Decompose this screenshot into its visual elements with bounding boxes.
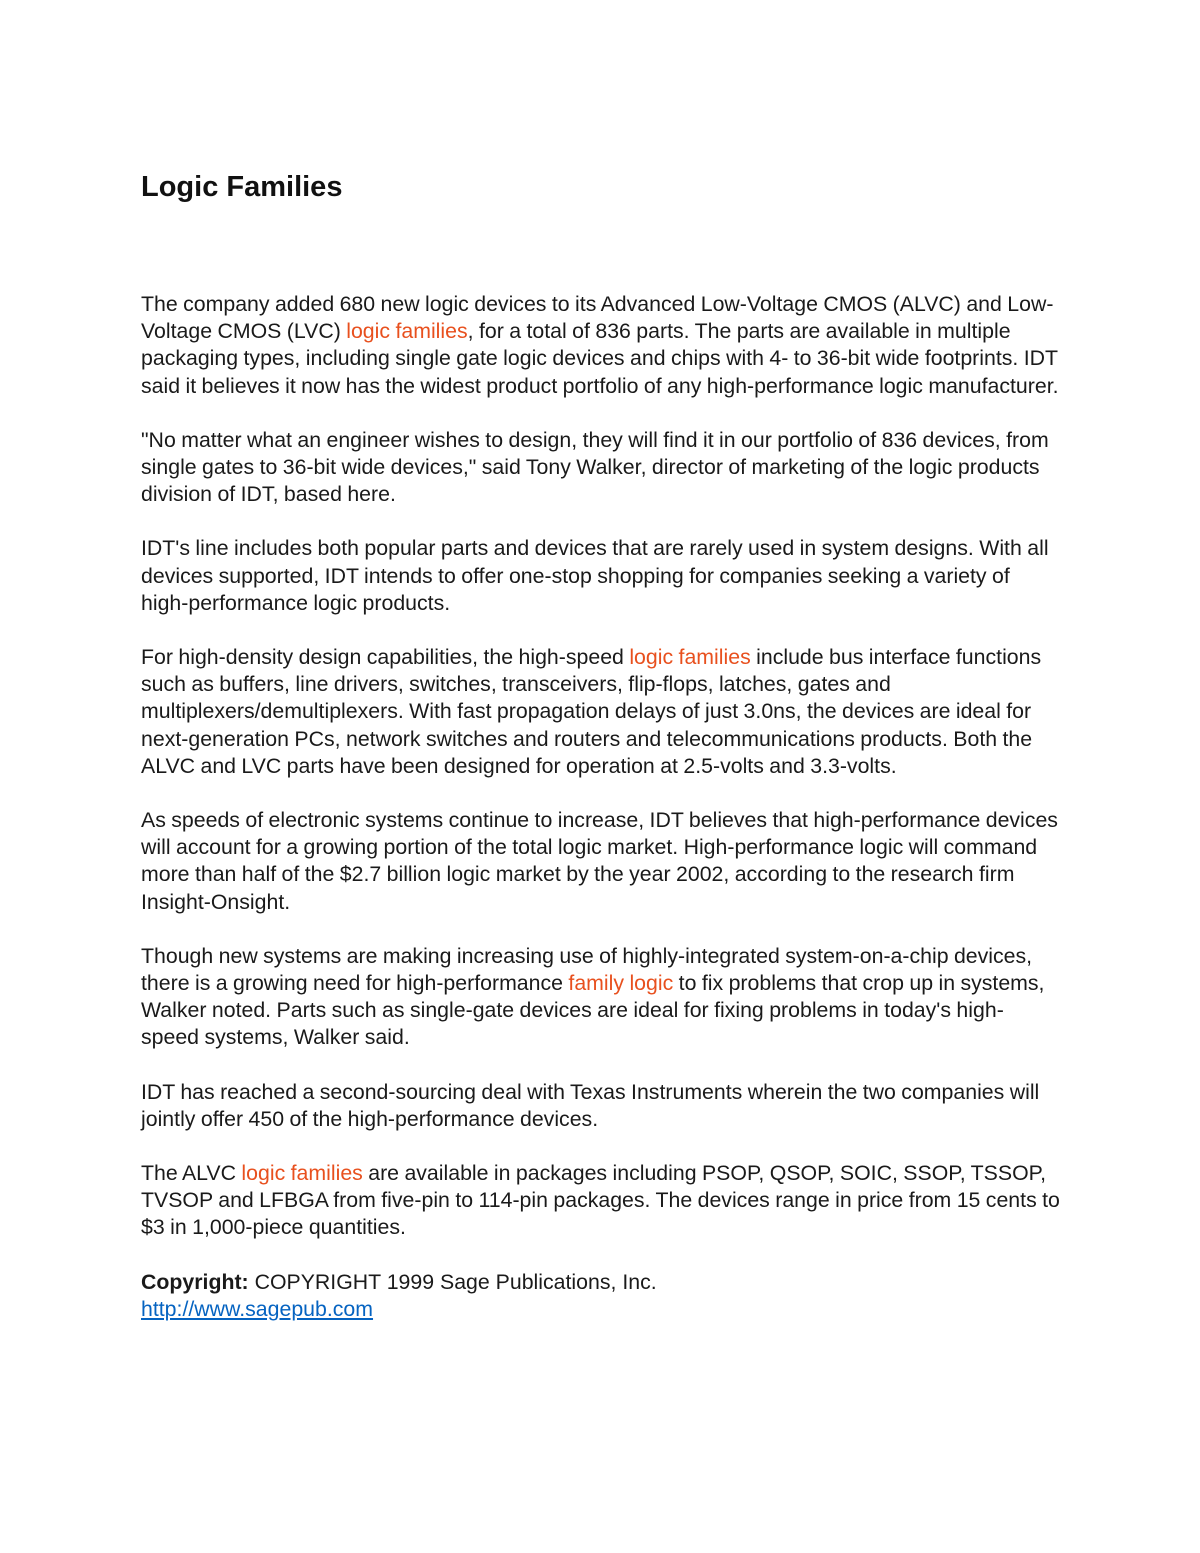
publisher-url-link[interactable]: http://www.sagepub.com bbox=[141, 1296, 374, 1321]
paragraph-1 bbox=[141, 291, 1061, 400]
keyword-link[interactable]: logic families bbox=[629, 645, 751, 670]
copyright-text: COPYRIGHT 1999 Sage Publications, Inc. bbox=[248, 1269, 657, 1294]
paragraph-text: to fix problems that crop up in systems, Walker noted. Parts such as single-gate devices are ideal for fixing problems in today's high-speed systems, Walker said. bbox=[141, 971, 1045, 1050]
paragraph-text: , for a total of 836 parts. The parts are available in multiple packaging types, including single gate logic devices and chips with 4- to 36-bit wide footprints. IDT said it believes it now has the widest product portfolio of any high-performance logic manufacturer. bbox=[141, 319, 1059, 398]
copyright-label: Copyright: bbox=[141, 1269, 249, 1294]
paragraph-6 bbox=[141, 943, 1061, 1052]
paragraph-text: include bus interface functions such as buffers, line drivers, switches, transceivers, flip-flops, latches, gates and multiplexers/demultiplexers. With fast propagation delays of just 3.0ns, the devices are ideal for next-generation PCs, network switches and routers and telecommunications products. Both the ALVC and LVC parts have been designed for operation at 2.5-volts and 3.3-volts. bbox=[141, 645, 1042, 778]
page-title: Logic Families bbox=[141, 171, 343, 203]
paragraph-text: Though new systems are making increasing use of highly-integrated system-on-a-chip devices, there is a growing need for high-performance bbox=[141, 943, 1033, 996]
paragraph-text: are available in packages including PSOP, QSOP, SOIC, SSOP, TSSOP, TVSOP and LFBGA from five-pin to 114-pin packages. The devices range in price from 15 cents to $3 in 1,000-piece quantities. bbox=[141, 1161, 1060, 1240]
document-page bbox=[141, 168, 1061, 1323]
paragraph-text: The company added 680 new logic devices to its Advanced Low-Voltage CMOS (ALVC) and Low-Voltage CMOS (LVC) bbox=[141, 292, 1054, 344]
paragraph-5: As speeds of electronic systems continue to increase, IDT believes that high-performance devices will account for a growing portion of the total logic market. High-performance logic will command more than half of the $2.7 billion logic market by the year 2002, according to the research firm Insight-Onsight. bbox=[141, 808, 1058, 914]
paragraph-text: For high-density design capabilities, the high-speed bbox=[141, 645, 630, 670]
paragraph-8 bbox=[141, 1160, 1061, 1242]
keyword-link[interactable]: logic families bbox=[241, 1161, 363, 1186]
paragraph-text: The ALVC bbox=[141, 1161, 242, 1186]
paragraph-7: IDT has reached a second-sourcing deal with Texas Instruments wherein the two companies will jointly offer 450 of the high-performance devices. bbox=[141, 1079, 1040, 1131]
paragraph-3: IDT's line includes both popular parts and devices that are rarely used in system designs. With all devices supported, IDT intends to offer one-stop shopping for companies seeking a variety of high-performance logic products. bbox=[141, 536, 1049, 615]
article-body bbox=[141, 291, 1061, 1323]
copyright-line bbox=[141, 1269, 1061, 1296]
paragraph-4 bbox=[141, 644, 1061, 780]
paragraph-2: "No matter what an engineer wishes to design, they will find it in our portfolio of 836 devices, from single gates to 36-bit wide devices," said Tony Walker, director of marketing of the logic products division of IDT, based here. bbox=[141, 427, 1049, 507]
keyword-link[interactable]: logic families bbox=[346, 319, 468, 344]
keyword-link[interactable]: family logic bbox=[568, 971, 674, 996]
